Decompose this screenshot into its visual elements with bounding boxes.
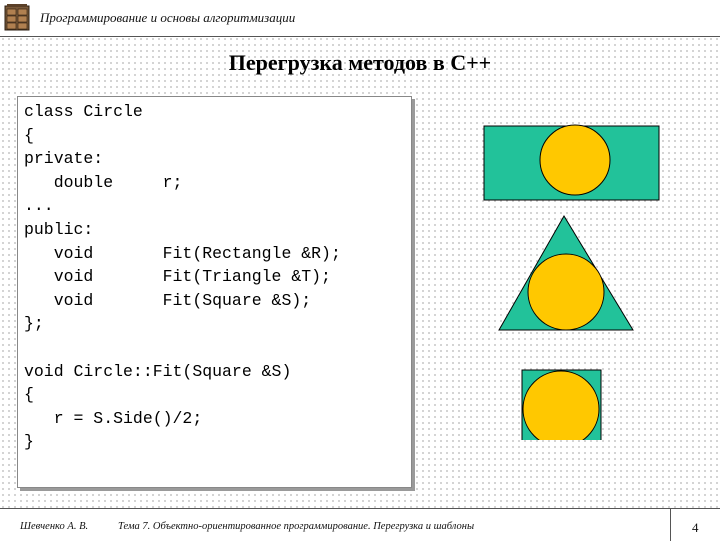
footer-topic: Тема 7. Объектно-ориентированное программирование. Перегрузка и шаблоны	[118, 521, 475, 532]
footer-divider	[670, 509, 671, 541]
inscribed-circle	[528, 254, 604, 330]
course-title: Программирование и основы алгоритмизации	[40, 10, 296, 25]
square-with-circle-figure	[522, 370, 601, 440]
figures-illustration	[470, 120, 670, 440]
triangle-with-circle-figure	[499, 216, 633, 330]
footer-author: Шевченко А. В.	[20, 521, 89, 532]
slide-title: Перегрузка методов в С++	[228, 50, 492, 75]
footer-bar	[0, 508, 720, 541]
inscribed-circle	[540, 125, 610, 195]
rectangle-with-circle-figure	[484, 125, 659, 200]
chest-of-drawers-icon	[4, 3, 30, 31]
code-listing: class Circle { private: double r; ... public: void Fit(Rectangle &R); void Fit(Triangle &T); void Fit(Square &S); }; void Circle::Fit(Square &S) { r = S.Side()/2; }	[24, 102, 341, 452]
header-bar	[0, 0, 720, 37]
page-number: 4	[692, 520, 699, 535]
inscribed-circle	[523, 371, 599, 440]
